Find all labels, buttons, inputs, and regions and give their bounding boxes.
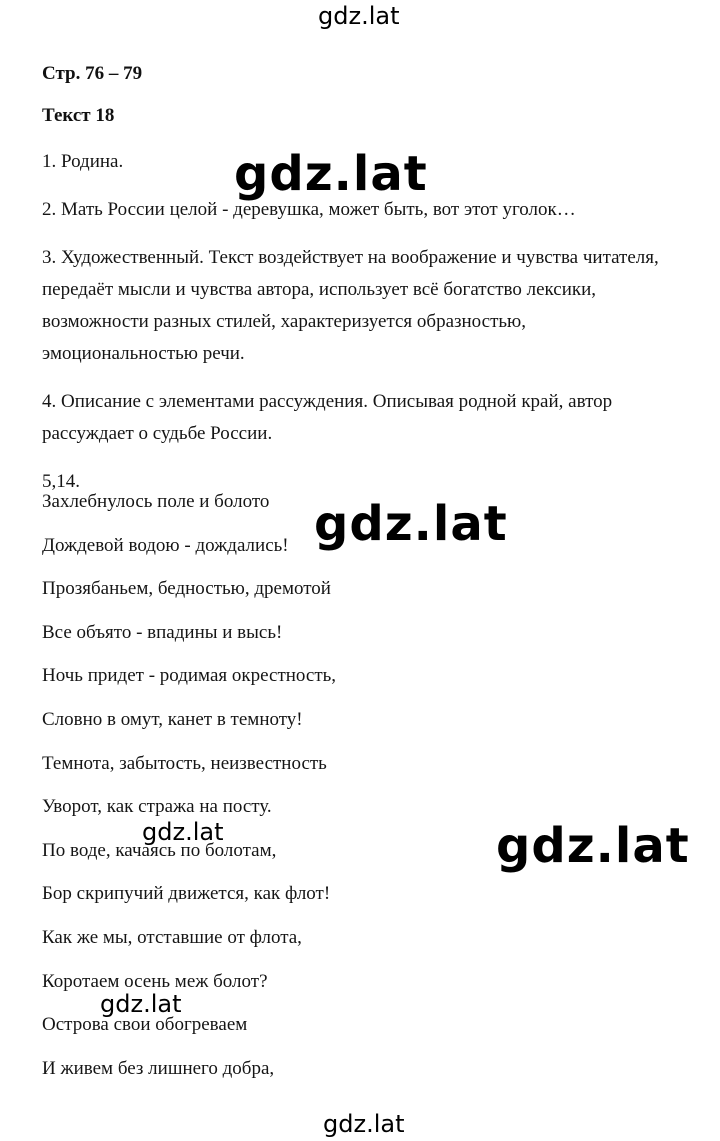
watermark-top: gdz.lat	[318, 2, 400, 30]
watermark-bottom: gdz.lat	[323, 1110, 405, 1138]
poem-line: По воде, качаясь по болотам,	[42, 839, 277, 861]
watermark-small: gdz.lat	[142, 818, 224, 846]
poem-line: Бор скрипучий движется, как флот!	[42, 883, 331, 905]
watermark-large: gdz.lat	[314, 496, 508, 552]
poem-line: Ночь придет - родимая окрестность,	[42, 665, 337, 687]
poem-line: Уворот, как стража на посту.	[42, 796, 272, 818]
answer-1: 1. Родина.	[42, 151, 124, 172]
watermark-large: gdz.lat	[234, 146, 428, 202]
answers-block	[42, 146, 682, 512]
poem-line: Словно в омут, канет в темноту!	[42, 708, 303, 730]
poem-line: Коротаем осень меж болот?	[42, 970, 268, 992]
poem-line: Все объято - впадины и высь!	[42, 621, 283, 643]
poem-line: И живем без лишнего добра,	[42, 1057, 275, 1079]
poem-line: Дождевой водою - дождались!	[42, 534, 289, 556]
text-title: Текст 18	[42, 105, 115, 126]
answer-3: 3. Художественный. Текст воздействует на воображение и чувства читателя, передаёт мысли и чувства автора, использует всё богатство лексики, возможности разных стилей, характеризуется образностью, эмоциональностью речи.	[42, 247, 659, 364]
poem-line: Как же мы, отставшие от флота,	[42, 926, 302, 948]
poem-line: Захлебнулось поле и болото	[42, 491, 270, 512]
answer-4: 4. Описание с элементами рассуждения. Описывая родной край, автор рассуждает о судьбе России.	[42, 391, 613, 444]
poem-line: Острова свои обогреваем	[42, 1014, 248, 1036]
answer-2: 2. Мать России целой - деревушка, может быть, вот этот уголок…	[42, 199, 576, 220]
poem-block	[42, 490, 682, 1100]
poem-line: Прозябаньем, бедностью, дремотой	[42, 578, 331, 600]
watermark-large: gdz.lat	[496, 818, 690, 874]
watermark-small: gdz.lat	[100, 990, 182, 1018]
answer-5: 5,14.	[42, 471, 80, 492]
page-reference: Стр. 76 – 79	[42, 63, 143, 84]
poem-line: Темнота, забытость, неизвестность	[42, 752, 327, 774]
